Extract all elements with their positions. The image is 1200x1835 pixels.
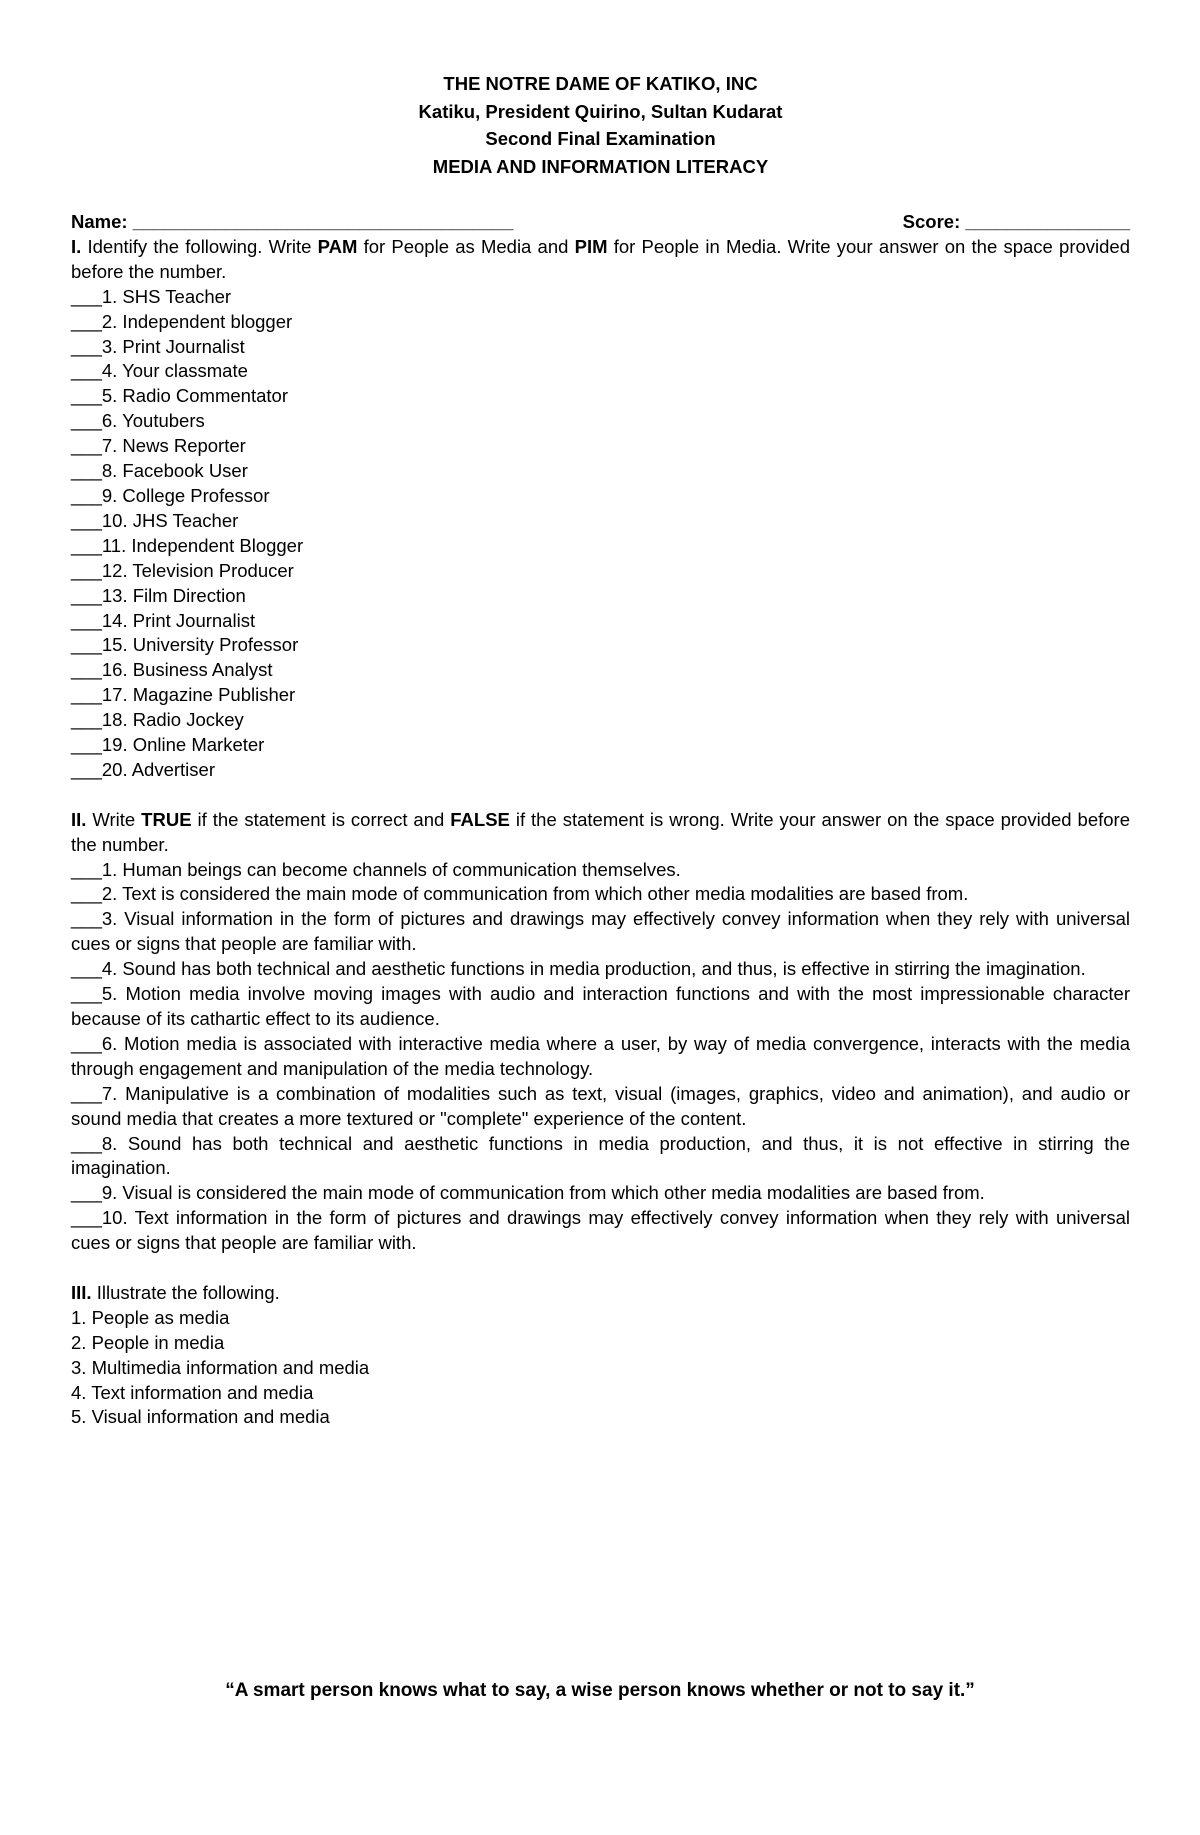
section1-instr-c: for People in Media. Write your answer on the space provided before the number. bbox=[71, 235, 1130, 282]
list-item: ___10. Text information in the form of pictures and drawings may effectively convey information when they rely with universal cues or signs that people are familiar with. bbox=[71, 1207, 1130, 1254]
list-item: ___1. SHS Teacher bbox=[71, 285, 232, 307]
list-item: 4. Text information and media bbox=[71, 1381, 314, 1403]
school-name: THE NOTRE DAME OF KATIKO, INC bbox=[443, 73, 758, 94]
list-item: ___10. JHS Teacher bbox=[71, 509, 239, 531]
list-item: ___19. Online Marketer bbox=[71, 734, 265, 756]
section1-key-pim: PIM bbox=[574, 235, 608, 257]
list-item: ___9. Visual is considered the main mode of communication from which other media modalities are based from. bbox=[71, 1182, 985, 1204]
school-address: Katiku, President Quirino, Sultan Kudarat bbox=[418, 100, 783, 122]
name-label: Name: bbox=[71, 211, 128, 232]
list-item: ___6. Youtubers bbox=[71, 410, 205, 432]
section2-instructions bbox=[71, 808, 1130, 858]
name-line: _____________________________________ bbox=[132, 211, 514, 232]
list-item: ___14. Print Journalist bbox=[71, 609, 256, 631]
score-label: Score: bbox=[902, 211, 961, 232]
list-item: 2. People in media bbox=[71, 1331, 225, 1353]
list-item: ___20. Advertiser bbox=[71, 758, 215, 780]
section3-instr: Illustrate the following. bbox=[91, 1281, 280, 1303]
name-score-row bbox=[71, 210, 1130, 235]
list-item: ___5. Motion media involve moving images with audio and interaction functions and with the most impressionable character because of its cathartic effect to its audience. bbox=[71, 983, 1130, 1029]
list-item: 5. Visual information and media bbox=[71, 1406, 330, 1428]
exam-page bbox=[71, 70, 1130, 1430]
section3-list bbox=[71, 1306, 1130, 1431]
list-item: ___17. Magazine Publisher bbox=[71, 684, 296, 706]
list-item: ___2. Text is considered the main mode of communication from which other media modalities are based from. bbox=[71, 883, 969, 905]
list-item: ___18. Radio Jockey bbox=[71, 709, 244, 731]
score-field bbox=[903, 210, 1130, 235]
section1-list bbox=[71, 285, 1130, 783]
list-item: ___2. Independent blogger bbox=[71, 310, 293, 332]
document-header bbox=[71, 70, 1130, 180]
section2-instr-c: if the statement is wrong. Write your answer on the space provided before the number. bbox=[71, 808, 1130, 855]
section2-numeral: II. bbox=[71, 808, 87, 830]
section3-numeral: III. bbox=[71, 1281, 92, 1303]
list-item: 3. Multimedia information and media bbox=[71, 1356, 370, 1378]
list-item: ___16. Business Analyst bbox=[71, 659, 273, 681]
section2-instr-a: Write bbox=[86, 808, 142, 830]
subject-title: MEDIA AND INFORMATION LITERACY bbox=[432, 155, 769, 177]
section2-key-false: FALSE bbox=[450, 808, 510, 830]
score-line: ________________ bbox=[965, 211, 1130, 232]
list-item: ___6. Motion media is associated with interactive media where a user, by way of media convergence, interacts with the media through engagement and manipulation of the media technology. bbox=[71, 1032, 1130, 1079]
section1-key-pam: PAM bbox=[317, 235, 358, 257]
list-item: ___13. Film Direction bbox=[71, 584, 246, 606]
section1-instructions bbox=[71, 235, 1130, 285]
list-item: 1. People as media bbox=[71, 1306, 230, 1328]
closing-quote: “A smart person knows what to say, a wise person knows whether or not to say it.” bbox=[225, 1680, 975, 1701]
list-item: ___8. Facebook User bbox=[71, 460, 248, 482]
list-item: ___4. Your classmate bbox=[71, 360, 248, 382]
section1-numeral: I. bbox=[71, 235, 82, 257]
list-item: ___7. Manipulative is a combination of modalities such as text, visual (images, graphics, video and animation), and audio or sound media that creates a more textured or "complete" experience of the content. bbox=[71, 1082, 1130, 1129]
section2-key-true: TRUE bbox=[141, 808, 192, 830]
list-item: ___3. Print Journalist bbox=[71, 335, 245, 357]
name-field bbox=[71, 210, 513, 235]
list-item: ___7. News Reporter bbox=[71, 435, 246, 457]
list-item: ___15. University Professor bbox=[71, 634, 299, 656]
section1-instr-b: for People as Media and bbox=[357, 235, 575, 257]
section2-instr-b: if the statement is correct and bbox=[191, 808, 451, 830]
section2-list bbox=[71, 858, 1130, 1257]
list-item: ___8. Sound has both technical and aesthetic functions in media production, and thus, it is not effective in stirring the imagination. bbox=[71, 1132, 1130, 1179]
list-item: ___11. Independent Blogger bbox=[71, 534, 304, 556]
list-item: ___9. College Professor bbox=[71, 484, 270, 506]
section3-instructions bbox=[71, 1281, 1130, 1306]
list-item: ___1. Human beings can become channels of communication themselves. bbox=[71, 858, 681, 880]
list-item: ___5. Radio Commentator bbox=[71, 385, 288, 407]
list-item: ___4. Sound has both technical and aesthetic functions in media production, and thus, is effective in stirring the imagination. bbox=[71, 958, 1086, 980]
list-item: ___3. Visual information in the form of pictures and drawings may effectively convey information when they rely with universal cues or signs that people are familiar with. bbox=[71, 908, 1130, 955]
exam-title: Second Final Examination bbox=[485, 128, 716, 149]
section1-instr-a: Identify the following. Write bbox=[81, 235, 318, 257]
list-item: ___12. Television Producer bbox=[71, 559, 294, 581]
